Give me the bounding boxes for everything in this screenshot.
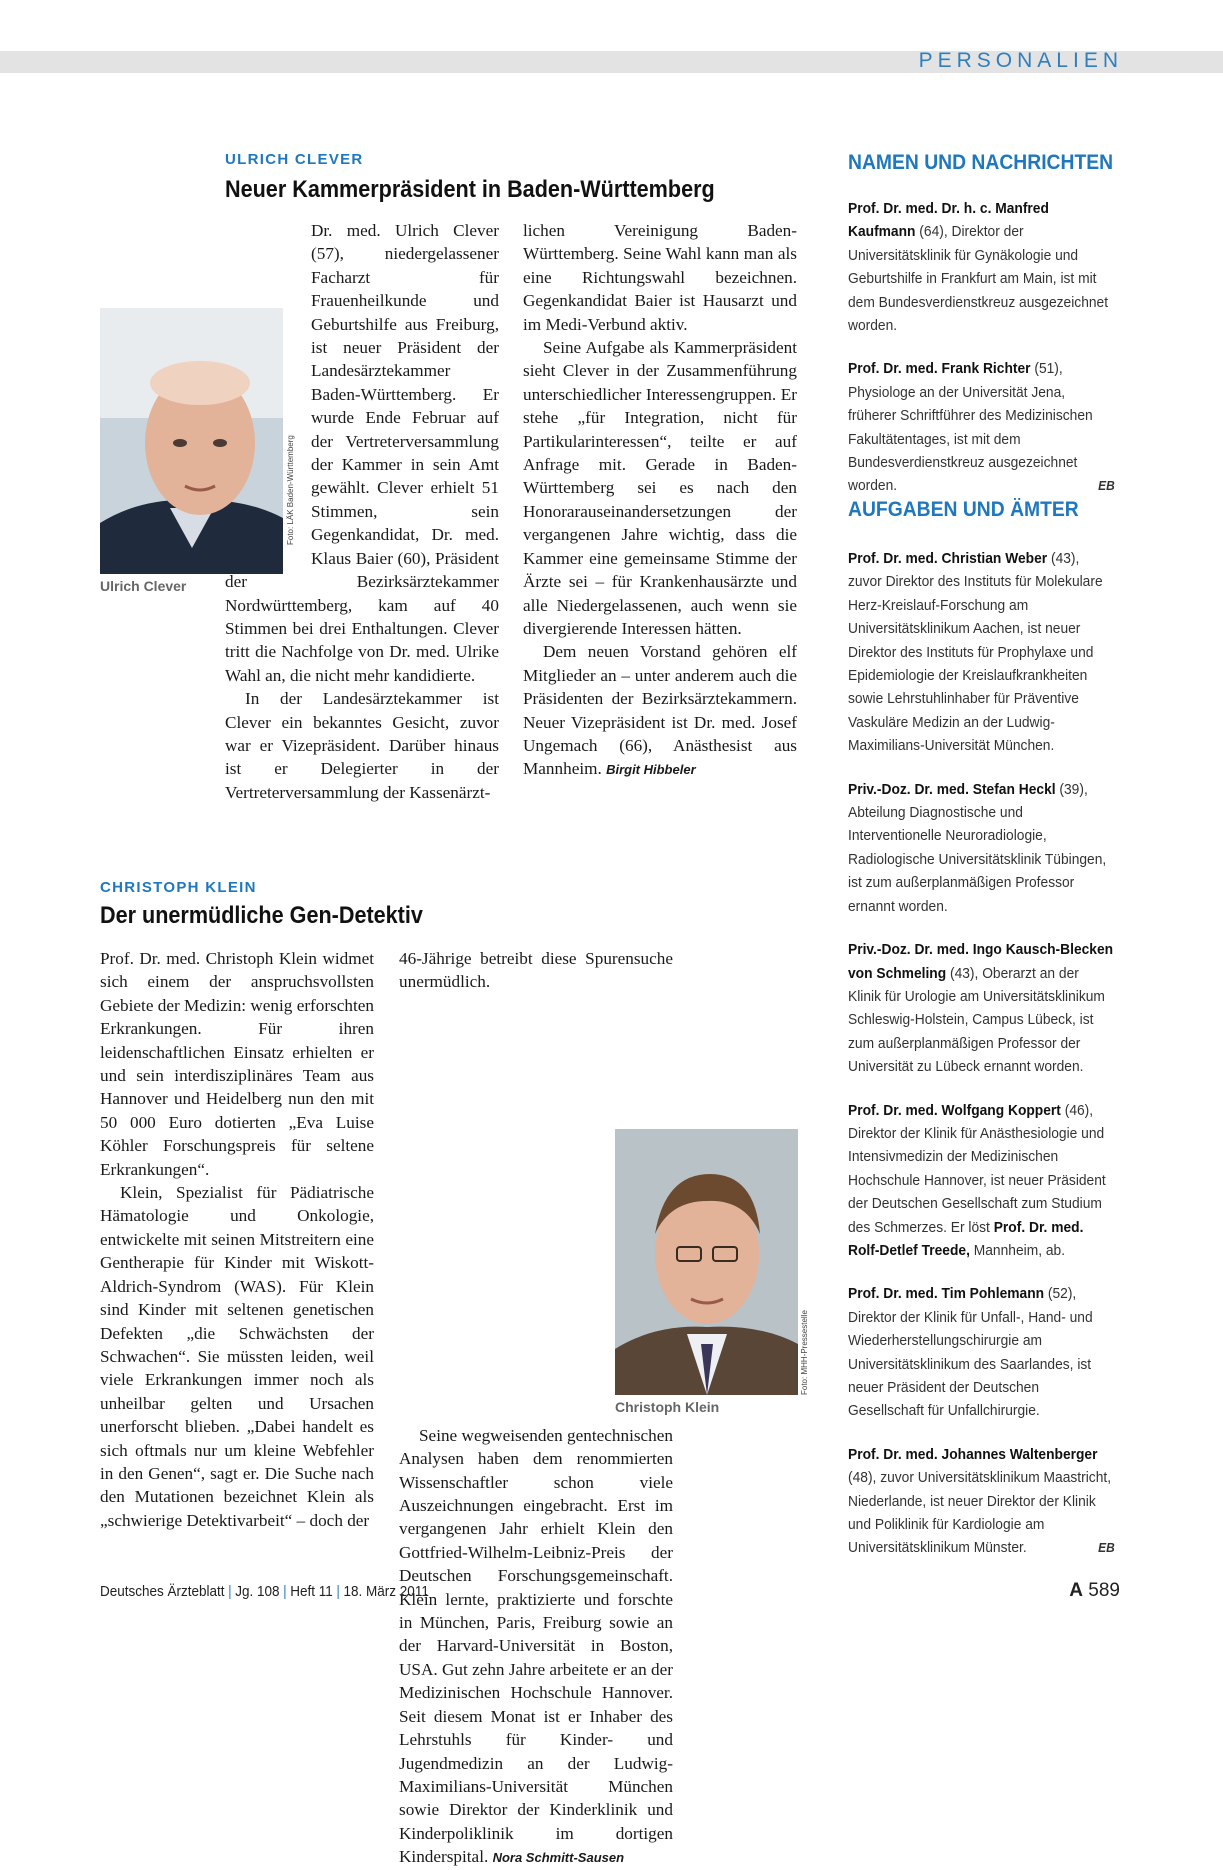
person-text: (39), Abteilung Diagnostische und Interventionelle Neuroradiologie, Radiologische Universitätsklinik Tübingen, ist zum außerplanmäßigen Professor ernannt worden. <box>848 780 1107 915</box>
list-item <box>848 1282 1115 1422</box>
person-name: Prof. Dr. med. Frank Richter <box>848 360 1031 378</box>
list-item <box>848 357 1115 497</box>
person-text: (48), zuvor Universitätsklinikum Maastricht, Niederlande, ist neuer Direktor der Klinik und Poliklinik für Kardiologie am Universitätsklinikum Münster. <box>848 1469 1112 1557</box>
list-item <box>848 197 1115 337</box>
paragraph: Prof. Dr. med. Christoph Klein widmet sich einem der anspruchsvollsten Gebiete der Medizin: wenig erforschten Erkrankungen. Für ihren leidenschaftlichen Einsatz erhielten er und sein interdisziplinäres Team aus Hannover und Heidelberg nun den mit 50 000 Euro dotierten „Eva Luise Köhler Forschungspreis für seltene Erkrankungen“. <box>100 949 374 1179</box>
page-value: 589 <box>1088 1580 1120 1601</box>
person-text: (52), Direktor der Klinik für Unfall-, Hand- und Wiederherstellungschirurgie am Universitätsklinikum des Saarlandes, ist neuer Präsident der Deutschen Gesellschaft für Unfallchirurgie. <box>848 1285 1093 1420</box>
person-name: Priv.-Doz. Dr. med. Stefan Heckl <box>848 780 1056 798</box>
sidebar-heading-offices: AUFGABEN UND ÄMTER <box>848 498 1079 521</box>
article2-kicker: CHRISTOPH KLEIN <box>100 879 257 896</box>
text-wrap-spacer <box>225 219 311 562</box>
sidebar-section-offices <box>848 547 1115 1580</box>
list-item <box>848 547 1115 758</box>
separator: | <box>336 1583 340 1600</box>
article2-headline: Der unermüdliche Gen-Detektiv <box>100 902 423 929</box>
person-name: Prof. Dr. med. Dr. h. c. Manfred Kaufmann <box>848 200 1049 241</box>
paragraph: Klein, Spezialist für Pädiatrische Hämatologie und Onkologie, entwickelte mit seinen Mitstreitern eine Gentherapie für Kinder mit Wiskott-Aldrich-Syndrom (WAS). Für Klein sind Kinder mit seltenen genetischen Defekten „die Schwächsten der Schwachen“. Sie müssten leiden, weil viele Erkrankungen immer noch als unheilbar gelten und Ursachen unerforscht blieben. „Dabei handelt es sich oftmals nur um kleine Webfehler in den Genen“, sagt er. Die Suche nach den Mutationen bezeichnet Klein als „schwierige Detektivarbeit“ – doch der <box>100 1183 374 1530</box>
separator: | <box>283 1583 287 1600</box>
list-item <box>848 1099 1115 1263</box>
person-name: Prof. Dr. med. Johannes Waltenberger <box>848 1445 1098 1463</box>
page-number <box>1069 1580 1120 1602</box>
christoph-klein-photo <box>615 1129 798 1395</box>
paragraph: Seine Aufgabe als Kammerpräsident sieht Clever in der Zusammenführung unterschiedlicher Interessengruppen. Er stehe „für Integration, nicht für Partikularinteressen“, teilte er auf Anfrage mit. Gerade in Baden-Württemberg sei es nach den Honorarauseinandersetzungen der vergangenen Jahre wichtig, dass die Kammer eine gemeinsame Stimme der Ärzte sei – für Krankenhausärzte und alle Niedergelassenen, auch wenn sie divergierende Interessen hätten. <box>523 338 797 638</box>
list-item <box>848 778 1115 918</box>
article1-kicker: ULRICH CLEVER <box>225 151 364 168</box>
person-text: Mannheim, ab. <box>969 1241 1066 1259</box>
person-text: (51), Physiologe an der Universität Jena, früherer Schriftführer des Medizinischen Fakultätentages, ist mit dem Bundesverdienstkreuz ausgezeichnet worden. <box>848 360 1093 495</box>
volume: Jg. 108 <box>235 1583 280 1600</box>
author-signature: Nora Schmitt-Sausen <box>492 1850 625 1866</box>
article1-headline: Neuer Kammerpräsident in Baden-Württemberg <box>225 176 715 203</box>
person-name: Prof. Dr. med. Wolfgang Koppert <box>848 1101 1061 1119</box>
paragraph: Dr. med. Ulrich Clever (57), niedergelassener Facharzt für Frauenheilkunde und Geburtshilfe aus Freiburg, ist neuer Präsident der Landesärztekammer Baden-Württemberg. Er wurde Ende Februar auf der Vertreterversammlung der Kammer in sein Amt gewählt. Clever erhielt 51 Stimmen, sein Gegenkandidat, Dr. med. Klaus Baier (60), Präsident der Bezirksärztekammer Nordwürttemberg, kam auf 40 Stimmen bei drei Enthaltungen. Clever tritt die Nachfolge von Dr. med. Ulrike Wahl an, die nicht mehr kandidierte. <box>225 221 499 685</box>
paragraph-text: Seine wegweisenden gentechnischen Analysen haben dem renommierten Wissenschaftler schon viele Auszeichnungen eingebracht. Erst im vergangenen Jahr erhielt Klein den Gottfried-Wilhelm-Leibniz-Preis der Deutschen Forschungsgemeinschaft. Klein lernte, praktizierte und forschte in München, Paris, Freiburg sowie an der Harvard-Universität in Boston, USA. Gut zehn Jahre arbeitete er an der Medizinischen Hochschule Hannover. Seit diesem Monat ist er Inhaber des Lehrstuhls für Kinder- und Jugendmedizin an der Ludwig-Maximilians-Universität München sowie Direktor der Kinderklinik und Kinderpoliklinik im dortigen Kinderspital. <box>399 1425 673 1867</box>
article2-column-1 <box>100 947 374 1532</box>
footer-citation <box>100 1583 429 1600</box>
sidebar-section-names <box>848 197 1115 518</box>
person-name: Priv.-Doz. Dr. med. Ingo Kausch-Blecken von Schmeling <box>848 941 1114 982</box>
list-item <box>848 1443 1115 1560</box>
list-item <box>848 938 1115 1078</box>
article1-column-2 <box>523 219 797 782</box>
separator: | <box>228 1583 232 1600</box>
person-name: Prof. Dr. med. Rolf-Detlef Treede, <box>848 1218 1084 1259</box>
paragraph-text: Dem neuen Vorstand gehören elf Mitglieder an – unter anderem auch die Präsidenten der Bezirksärztekammern. Neuer Vizepräsident ist Dr. med. Josef Ungemach (66), Anästhesist aus Mannheim. <box>523 642 797 779</box>
photo-credit-2: Foto: MHH-Pressestelle <box>800 1310 809 1395</box>
person-text: (64), Direktor der Universitätsklinik für Gynäkologie und Geburtshilfe in Frankfurt am Main, ist mit dem Bundesverdienstkreuz ausgezeichnet worden. <box>848 223 1109 335</box>
editor-signature: EB <box>1098 478 1115 494</box>
person-text: (46), Direktor der Klinik für Anästhesiologie und Intensivmedizin der Medizinischen Hochschule Hannover, ist neuer Präsident der Deutschen Gesellschaft zum Studium des Schmerzes. Er löst <box>848 1101 1106 1236</box>
date: 18. März 2011 <box>343 1583 429 1600</box>
editor-signature: EB <box>1098 1540 1115 1556</box>
photo-caption-1: Ulrich Clever <box>100 578 187 594</box>
sidebar-heading-names: NAMEN UND NACHRICHTEN <box>848 151 1114 174</box>
section-label: PERSONALIEN <box>918 49 1123 72</box>
person-text: (43), Oberarzt an der Klinik für Urologie am Universitätsklinikum Schleswig-Holstein, Campus Lübeck, ist zum außerplanmäßigen Professor der Universität zu Lübeck ernannt worden. <box>848 964 1105 1076</box>
article1-column-1 <box>225 219 499 804</box>
page-prefix: A <box>1069 1580 1084 1601</box>
person-name: Prof. Dr. med. Christian Weber <box>848 550 1048 567</box>
photo-credit-1: Foto: LÄK Baden-Württemberg <box>286 435 295 545</box>
paragraph <box>523 640 797 781</box>
person-text: (43), zuvor Direktor des Instituts für Molekulare Herz-Kreislauf-Forschung am Universitätsklinikum Aachen, ist neuer Direktor des Instituts für Prophylaxe und Epidemiologie der Kreislaufkrankheiten sowie Lehrstuhlinhaber für Präventive Vaskuläre Medizin an der Ludwig-Maximilians-Universität München. <box>848 550 1103 755</box>
person-name: Prof. Dr. med. Tim Pohlemann <box>848 1285 1045 1303</box>
paragraph: 46-Jährige betreibt diese Spurensuche unermüdlich. <box>399 949 673 992</box>
paragraph: In der Landesärztekammer ist Clever ein bekanntes Gesicht, zuvor war er Vizepräsident. Darüber hinaus ist er Delegierter in der Vertreterversammlung der Kassenärzt- <box>225 689 499 802</box>
issue: Heft 11 <box>290 1583 333 1600</box>
author-signature: Birgit Hibbeler <box>606 762 696 778</box>
photo-caption-2: Christoph Klein <box>615 1399 720 1415</box>
paragraph: lichen Vereinigung Baden-Württemberg. Seine Wahl kann man als eine Richtungswahl bezeichnen. Gegenkandidat Baier ist Hausarzt und im Medi-Verbund aktiv. <box>523 221 797 334</box>
journal-name: Deutsches Ärzteblatt <box>100 1583 225 1600</box>
